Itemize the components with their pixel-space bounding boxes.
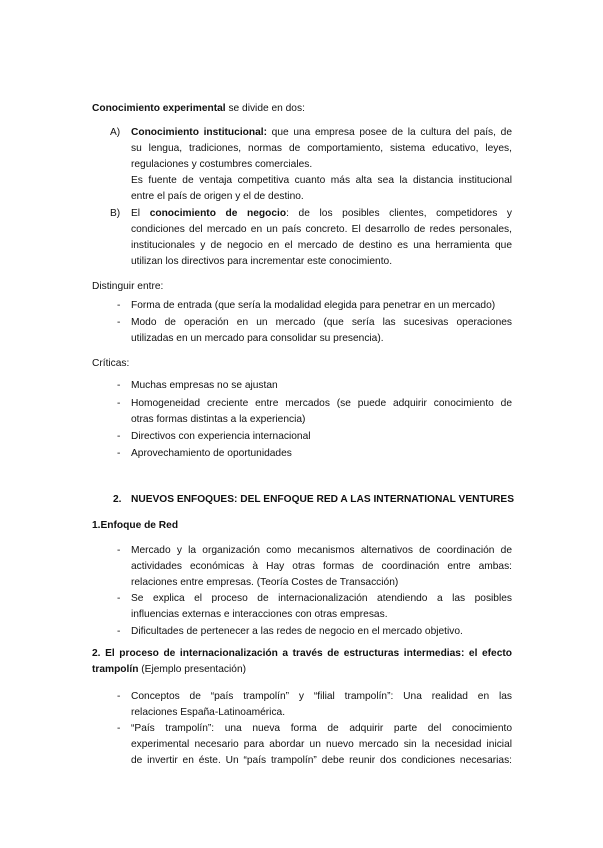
section-a-line2: su lengua, tradiciones, normas de comportamiento, sistema educativo, leyes, — [131, 143, 512, 154]
section-a-line1 — [131, 125, 512, 141]
section-b-line2: condiciones del mercado en un país concreto. El desarrollo de redes personales, — [131, 224, 512, 235]
bullet-dash: - — [117, 317, 121, 328]
bullet-dash: - — [117, 431, 121, 442]
criticas-item2-line2: otras formas distintas a la experiencia) — [131, 414, 306, 425]
criticas-item2-line1: Homogeneidad creciente entre mercados (se puede adquirir conocimiento de — [131, 398, 512, 409]
trampolin-item1-line1: Conceptos de “país trampolín” y “filial trampolín”: Una realidad en las — [131, 691, 512, 702]
trampolin-item1-line2: relaciones España-Latinoamérica. — [131, 707, 286, 718]
section-b-marker: B) — [110, 208, 121, 219]
trampolin-heading-bold: trampolín — [92, 664, 139, 675]
section2-title-text: NUEVOS ENFOQUES: DEL ENFOQUE RED A LAS INTERNATIONAL VENTURES — [131, 494, 515, 505]
enfoque-red-item3: Dificultades de pertenecer a las redes de negocio en el mercado objetivo. — [131, 626, 463, 637]
distinguir-item2-line2: utilizadas en un mercado para consolidar su presencia). — [131, 333, 384, 344]
section-a-line4: Es fuente de ventaja competitiva cuanto más alta sea la distancia institucional — [131, 175, 512, 186]
intro-line — [92, 101, 305, 117]
enfoque-red-heading — [92, 518, 178, 534]
section-a-line5: entre el país de origen y el de destino. — [131, 191, 304, 202]
criticas-item3: Directivos con experiencia internacional — [131, 431, 311, 442]
enfoque-red-heading-text: 1.Enfoque de Red — [92, 520, 179, 531]
bullet-dash: - — [117, 300, 121, 311]
bullet-dash: - — [117, 448, 121, 459]
section-b-line1 — [131, 206, 512, 222]
criticas-item4: Aprovechamiento de oportunidades — [131, 448, 292, 459]
trampolin-heading-line1-text: 2. El proceso de internacionalización a través de estructuras intermedias: el efecto — [92, 648, 512, 659]
section-b-line4: utilizan los directivos para incrementar este conocimiento. — [131, 256, 393, 267]
bullet-dash: - — [117, 691, 121, 702]
trampolin-item2-line3: de invertir en éste. Un “país trampolín” debe reunir dos condiciones necesarias: — [131, 755, 512, 766]
distinguir-item1: Forma de entrada (que sería la modalidad elegida para penetrar en un mercado) — [131, 300, 496, 311]
section-a-line1-rest: que una empresa posee de la cultura del país, de — [266, 127, 512, 138]
section2-number-text: 2. — [113, 494, 122, 505]
section-a-marker: A) — [110, 127, 121, 138]
criticas-heading: Críticas: — [92, 358, 130, 369]
section-b-term: conocimiento de negocio — [149, 208, 287, 219]
bullet-dash: - — [117, 545, 121, 556]
section-b-line1-rest: : de los posibles clientes, competidores y — [286, 208, 513, 219]
trampolin-item2-line1: “País trampolín”: una nueva forma de adquirir parte del conocimiento — [131, 723, 512, 734]
section-b-line3: institucionales y de negocio en el mercado de destino es una herramienta que — [131, 240, 512, 251]
criticas-item1: Muchas empresas no se ajustan — [131, 380, 278, 391]
trampolin-heading-line1 — [92, 646, 512, 662]
distinguir-item2-line1: Modo de operación en un mercado (que sería las sucesivas operaciones — [131, 317, 512, 328]
trampolin-heading-rest: (Ejemplo presentación) — [138, 664, 247, 675]
enfoque-red-item1-line1: Mercado y la organización como mecanismos alternativos de coordinación de — [131, 545, 512, 556]
bullet-dash: - — [117, 398, 121, 409]
enfoque-red-item2-line1: Se explica el proceso de internacionalización atendiendo a las posibles — [131, 593, 512, 604]
intro-term: Conocimiento experimental — [92, 103, 226, 114]
bullet-dash: - — [117, 593, 121, 604]
section-b-pre: El — [131, 208, 150, 219]
bullet-dash: - — [117, 723, 121, 734]
enfoque-red-item1-line3: relaciones entre empresas. (Teoría Costes de Transacción) — [131, 577, 399, 588]
section2-number — [113, 492, 122, 508]
section-a-line3: regulaciones y costumbres comerciales. — [131, 159, 313, 170]
bullet-dash: - — [117, 626, 121, 637]
section2-title — [131, 492, 514, 508]
intro-rest: se divide en dos: — [225, 103, 305, 114]
section-a-term: Conocimiento institucional: — [131, 127, 267, 138]
trampolin-heading-line2 — [92, 662, 246, 678]
enfoque-red-item1-line2: actividades económicas à Hay otras formas de coordinación entre ambas: — [131, 561, 512, 572]
trampolin-item2-line2: experimental necesario para abordar un nuevo mercado sin la necesidad inicial — [131, 739, 512, 750]
bullet-dash: - — [117, 380, 121, 391]
distinguir-heading: Distinguir entre: — [92, 281, 164, 292]
enfoque-red-item2-line2: influencias externas e interacciones con otras empresas. — [131, 609, 388, 620]
